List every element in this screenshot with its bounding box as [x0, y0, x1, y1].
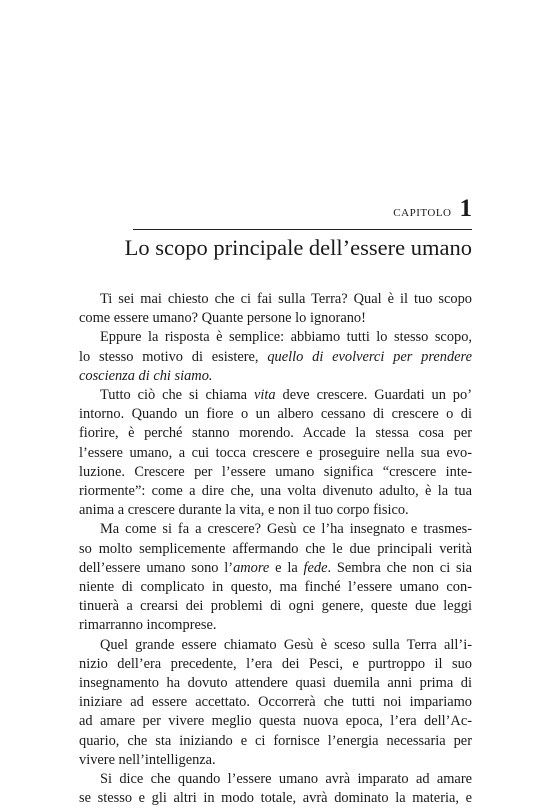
- text-line: riormente”: come a dire che, una volta divenuto adulto, è la tua: [79, 483, 472, 500]
- text-line: intorno. Quando un fiore o un albero cessano di crescere o di: [79, 406, 472, 423]
- text-line: anima a crescere durante la vita, e non il tuo corpo fisico.: [79, 502, 409, 519]
- text-line: [79, 367, 472, 386]
- text-line: Quel grande essere chiamato Gesù è sceso sulla Terra all’i-: [100, 636, 472, 653]
- text-line: lo stesso motivo di esistere, quello di evolverci per prendere: [79, 348, 473, 365]
- italic-text: coscienza di chi siamo.: [79, 367, 213, 384]
- text-line: nizio dell’era precedente, l’era dei Pesci, e purtroppo il suo: [79, 655, 472, 672]
- chapter-title: Lo scopo principale dell’essere umano: [124, 235, 472, 260]
- text-line: iniziare ad essere accettato. Occorrerà che tutti noi impariamo: [79, 694, 472, 711]
- paragraph-6: [79, 770, 472, 808]
- text-line: Ma come si fa a crescere? Gesù ce l’ha insegnato e trasmes-: [100, 521, 472, 538]
- text-line: niente di complicato in questo, ma finché l’essere umano con-: [79, 579, 472, 596]
- body-text: [79, 290, 472, 808]
- paragraph-2: [79, 328, 472, 386]
- paragraph-1: [79, 290, 472, 328]
- chapter-number: 1: [459, 195, 472, 222]
- text-line: Si dice che quando l’essere umano avrà imparato ad amare: [100, 771, 472, 788]
- text-line: se stesso e gli altri in modo totale, avrà dominato la materia, e: [79, 790, 472, 807]
- text-line: quario, che sta iniziando e ci fornisce l’energia necessaria per: [79, 732, 472, 749]
- text-line: l’essere umano, a cui tocca crescere e proseguire nella sua evo-: [79, 444, 472, 461]
- italic-text: fede: [303, 559, 328, 576]
- text-line: so molto semplicemente affermando che le due principali verità: [79, 540, 472, 557]
- text-line: tinuerà a crearsi dei problemi di ogni genere, queste due leggi: [79, 598, 472, 615]
- text-line: luzione. Crescere per l’essere umano significa “crescere inte-: [79, 463, 472, 480]
- paragraph-3: [79, 386, 472, 520]
- chapter-heading: [393, 196, 472, 221]
- italic-text: quello di evolverci per prendere: [267, 348, 473, 365]
- text-line: fiorire, è perché stanno morendo. Accade la stessa cosa per: [79, 425, 472, 442]
- text-line: insegnamento ha dovuto attendere quasi duemila anni prima di: [79, 675, 472, 692]
- text-line: Ti sei mai chiesto che ci fai sulla Terra? Qual è il tuo scopo: [100, 291, 472, 307]
- paragraph-5: [79, 636, 472, 770]
- text-line: Tutto ciò che si chiama vita deve crescere. Guardati un po’: [100, 387, 472, 404]
- italic-text: vita: [253, 387, 276, 404]
- chapter-label: CAPITOLO: [393, 207, 452, 219]
- paragraph-4: [79, 520, 472, 635]
- text-line: dell’essere umano sono l’amore e la fede. Sembra che non ci sia: [79, 559, 472, 576]
- chapter-rule: [133, 229, 472, 230]
- text-line: Eppure la risposta è semplice: abbiamo tutti lo stesso scopo,: [100, 329, 472, 346]
- text-line: vivere nell’intelligenza.: [79, 751, 216, 768]
- text-line: ad amare per vivere meglio questa nuova epoca, l’era dell’Ac-: [79, 713, 472, 730]
- text-line: rimarranno incomprese.: [79, 617, 217, 634]
- text-line: come essere umano? Quante persone lo ignorano!: [79, 310, 366, 327]
- italic-text: amore: [233, 559, 270, 576]
